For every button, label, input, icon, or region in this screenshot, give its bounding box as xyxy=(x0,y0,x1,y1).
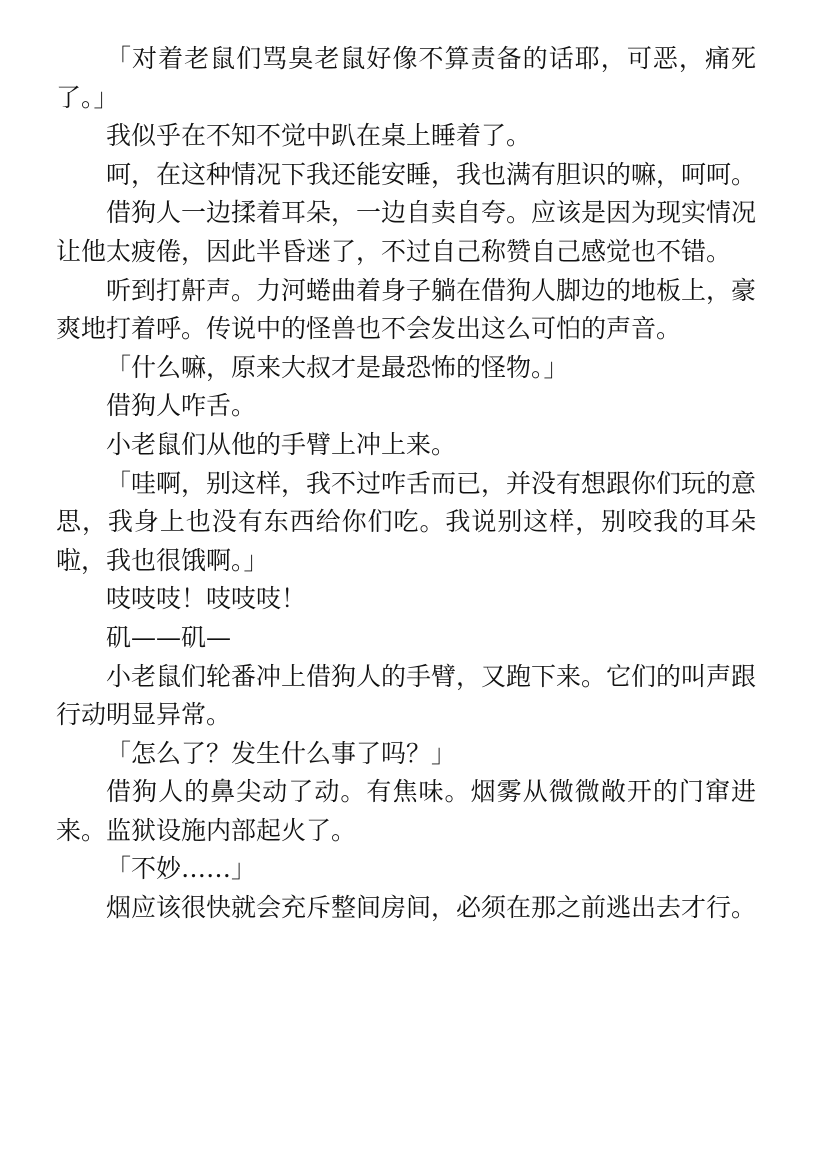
paragraph: 吱吱吱！吱吱吱！ xyxy=(106,584,307,614)
paragraph: 小老鼠们轮番冲上借狗人的手臂，又跑下来。它们的叫声跟行动明显异常。 xyxy=(56,661,757,730)
paragraph: 呵，在这种情况下我还能安睡，我也满有胆识的嘛，呵呵。 xyxy=(106,159,757,189)
paragraph: 「对着老鼠们骂臭老鼠好像不算责备的话耶，可恶，痛死了。」 xyxy=(56,44,756,112)
page-text-body xyxy=(56,40,756,928)
paragraph: 借狗人咋舌。 xyxy=(106,391,257,421)
paragraph: 烟应该很快就会充斥整间房间，必须在那之前逃出去才行。 xyxy=(106,893,757,923)
paragraph: 听到打鼾声。力河蜷曲着身子躺在借狗人脚边的地板上，豪爽地打着呼。传说中的怪兽也不会发出这么可怕的声音。 xyxy=(56,275,757,344)
paragraph: 借狗人的鼻尖动了动。有焦味。烟雾从微微敞开的门窜进来。监狱设施内部起火了。 xyxy=(56,777,756,845)
paragraph: 「哇啊，别这样，我不过咋舌而已，并没有想跟你们玩的意思，我身上也没有东西给你们吃。我说别这样，别咬我的耳朵啦，我也很饿啊。」 xyxy=(56,468,757,575)
paragraph: 「什么嘛，原来大叔才是最恐怖的怪物。」 xyxy=(106,352,569,382)
paragraph: 「怎么了？发生什么事了吗？」 xyxy=(106,738,457,768)
paragraph: 我似乎在不知不觉中趴在桌上睡着了。 xyxy=(106,121,532,151)
paragraph: 矶——矶— xyxy=(106,622,232,652)
paragraph: 借狗人一边揉着耳朵，一边自卖自夸。应该是因为现实情况让他太疲倦，因此半昏迷了，不过自己称赞自己感觉也不错。 xyxy=(56,198,757,266)
paragraph: 小老鼠们从他的手臂上冲上来。 xyxy=(106,429,457,459)
paragraph: 「不妙……」 xyxy=(106,854,257,884)
